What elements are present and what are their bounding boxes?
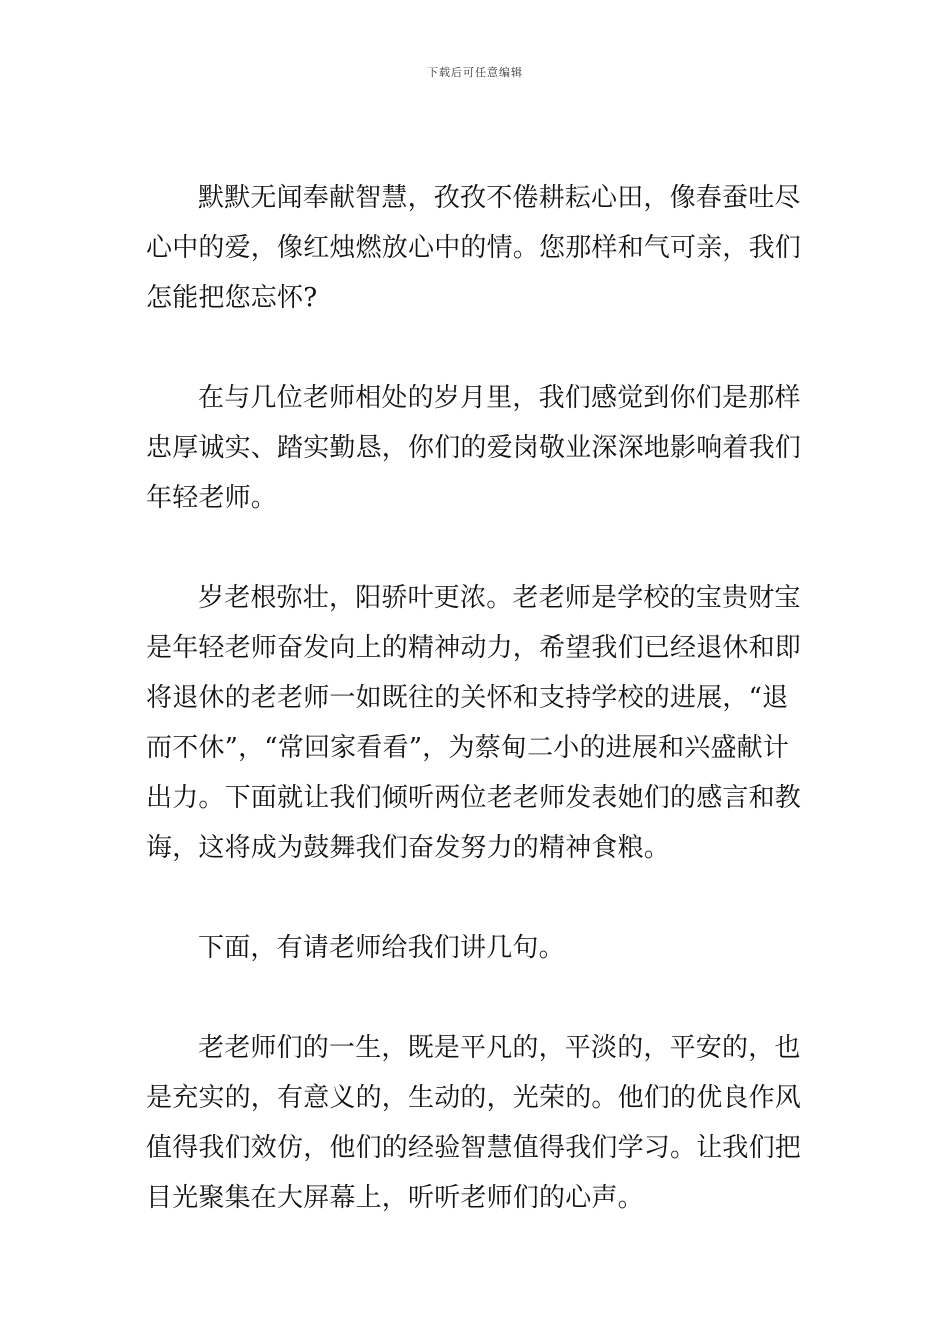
paragraph-3: 岁老根弥壮，阳骄叶更浓。老老师是学校的宝贵财宝是年轻老师奋发向上的精神动力，希望我们已经退休和即将退休的老老师一如既往的关怀和支持学校的进展，“退而不休”，“常回家看看”，为蔡甸二小的进展和兴盛献计出力。下面就让我们倾听两位老老师发表她们的感言和教诲，这将成为鼓舞我们奋发努力的精神食粮。 — [146, 583, 802, 863]
paragraph-4: 下面，有请老师给我们讲几句。 — [198, 933, 565, 963]
document-body — [146, 173, 808, 1273]
page-header: 下载后可任意编辑 — [427, 66, 523, 79]
paragraph-5: 老老师们的一生，既是平凡的，平淡的，平安的，也是充实的，有意义的，生动的，光荣的。他们的优良作风值得我们效仿，他们的经验智慧值得我们学习。让我们把目光聚集在大屏幕上，听听老师们的心声。 — [146, 1033, 802, 1213]
paragraph-2: 在与几位老师相处的岁月里，我们感觉到你们是那样忠厚诚实、踏实勤恳，你们的爱岗敬业深深地影响着我们年轻老师。 — [146, 383, 802, 513]
paragraph-1: 默默无闻奉献智慧，孜孜不倦耕耘心田，像春蚕吐尽心中的爱，像红烛燃放心中的情。您那样和气可亲，我们怎能把您忘怀? — [146, 183, 802, 313]
